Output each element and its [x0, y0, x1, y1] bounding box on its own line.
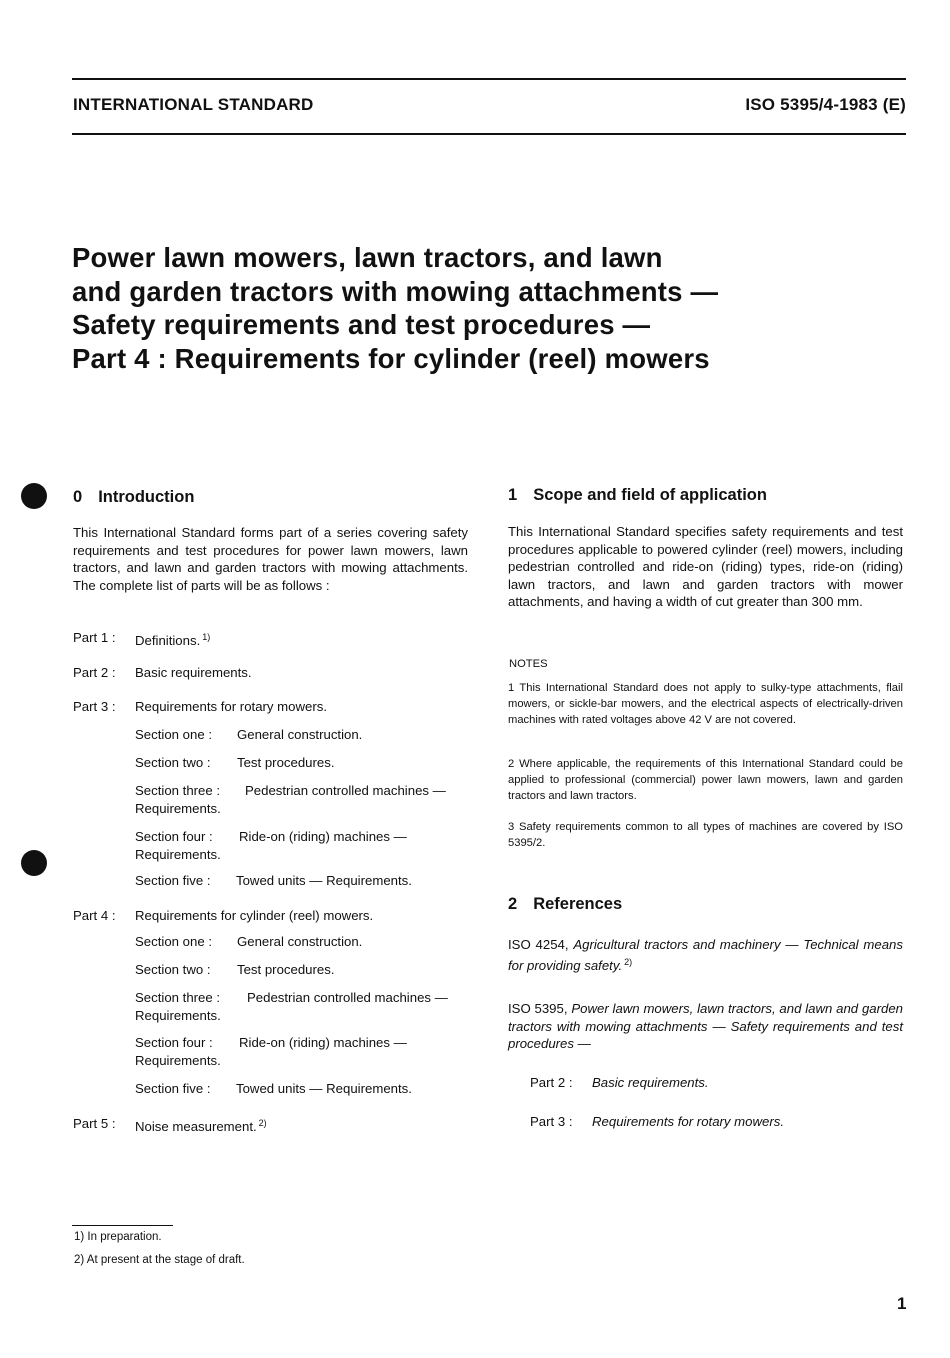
part-text: Basic requirements. — [135, 665, 252, 680]
part-text: Definitions. $^{1)}$ — [135, 632, 211, 648]
title-line: and garden tractors with mowing attachments — — [72, 275, 719, 307]
document-number: ISO 5395/4-1983 (E) — [745, 95, 906, 114]
document-type: INTERNATIONAL STANDARD — [73, 95, 314, 114]
section-label: Section two : — [135, 755, 211, 770]
notes-label: NOTES — [509, 658, 548, 670]
section-text: Ride-on (riding) machines — — [239, 1035, 407, 1050]
punch-hole-dot — [21, 483, 47, 509]
references-heading — [508, 895, 622, 914]
section-label: Section one : — [135, 934, 212, 949]
part-text: Noise measurement. $^{2)}$ — [135, 1118, 267, 1134]
reference-code: ISO 5395, — [508, 1001, 568, 1016]
section-text-continued: Requirements. — [135, 1008, 221, 1023]
note: 3 Safety requirements common to all types of machines are covered by ISO 5395/2. — [508, 821, 903, 850]
reference-part-text: Requirements for rotary mowers. — [592, 1114, 785, 1129]
section-label: Section four : — [135, 1035, 213, 1050]
section-title: References — [533, 895, 623, 913]
reference-title: Agricultural tractors and machinery — Technical means for providing safety. — [508, 937, 903, 973]
part-label: Part 2 : — [73, 665, 116, 680]
note: 1 This International Standard does not apply to sulky-type attachments, flail mowers, or sickle-bar mowers, and the electrical aspects of electrically-driven machines with rated voltages above 42 V are not covered. — [508, 682, 903, 727]
section-text: Towed units — Requirements. — [236, 873, 412, 888]
title-line: Safety requirements and test procedures — — [72, 309, 651, 340]
part-label: Part 3 : — [73, 699, 116, 714]
footnote-ref: 1) — [202, 632, 211, 642]
section-label: Section five : — [135, 873, 211, 888]
scope-heading — [508, 486, 767, 505]
part-label: Part 1 : — [73, 630, 116, 645]
section-label: Section one : — [135, 727, 212, 742]
part-label: Part 5 : — [73, 1116, 116, 1131]
scope-paragraph: This International Standard specifies safety requirements and test procedures applicable to powered cylinder (reel) mowers, including pedestrian controlled and ride-on (riding) types, ride-on (riding) lawn tractors, and lawn and garden tractors with mower attachments, and having a width of cut greater than 300 mm. — [508, 524, 903, 609]
footnote-rule — [72, 1225, 173, 1226]
section-text: General construction. — [237, 934, 363, 949]
reference-entry — [508, 1000, 903, 1053]
note: 2 Where applicable, the requirements of this International Standard could be applied to professional (commercial) power lawn mowers, lawn and garden tractors and lawn tractors. — [508, 758, 903, 803]
header-bottom-rule — [72, 133, 906, 135]
section-text-continued: Requirements. — [135, 847, 221, 862]
section-label: Section two : — [135, 962, 211, 977]
footnote-ref: 2) — [624, 956, 633, 967]
page-title — [72, 241, 892, 375]
section-text: Test procedures. — [237, 755, 335, 770]
introduction-paragraph: This International Standard forms part of a series covering safety requirements and test procedures for power lawn mowers, lawn tractors, and lawn and garden tractors with mowing attachments. The complete list of parts will be as follows : — [73, 525, 468, 593]
section-number: 2 — [508, 895, 518, 913]
section-label: Section five : — [135, 1081, 211, 1096]
section-label: Section three : — [135, 990, 221, 1005]
title-line: Part 4 : Requirements for cylinder (reel) mowers — [72, 342, 710, 374]
part-text: Requirements for rotary mowers. — [135, 699, 328, 714]
section-number: 1 — [508, 486, 518, 504]
reference-entry — [508, 936, 903, 974]
reference-part-text: Basic requirements. — [592, 1075, 709, 1090]
section-title: Introduction — [98, 488, 195, 506]
reference-part-label: Part 2 : — [530, 1075, 573, 1090]
section-text: Ride-on (riding) machines — — [239, 829, 407, 844]
title-line: Power lawn mowers, lawn tractors, and lawn — [72, 242, 663, 273]
footnote: 1) In preparation. — [74, 1231, 162, 1243]
section-label: Section four : — [135, 829, 213, 844]
section-text: Test procedures. — [237, 962, 335, 977]
section-text: General construction. — [237, 727, 363, 742]
section-text: Towed units — Requirements. — [236, 1081, 412, 1096]
section-label: Section three : — [135, 783, 221, 798]
part-text: Requirements for cylinder (reel) mowers. — [135, 908, 374, 923]
section-text-continued: Requirements. — [135, 801, 221, 816]
section-text: Pedestrian controlled machines — — [245, 783, 446, 798]
introduction-heading — [73, 488, 194, 507]
section-text-continued: Requirements. — [135, 1053, 221, 1068]
reference-code: ISO 4254, — [508, 937, 569, 952]
section-title: Scope and field of application — [533, 486, 767, 504]
part-label: Part 4 : — [73, 908, 116, 923]
reference-title: Power lawn mowers, lawn tractors, and lawn and garden tractors with mowing attachments — Safety requirements and test procedures — — [508, 1001, 904, 1051]
footnote: 2) At present at the stage of draft. — [74, 1254, 245, 1266]
page-number: 1 — [897, 1294, 907, 1313]
punch-hole-dot — [21, 850, 47, 876]
section-number: 0 — [73, 488, 83, 506]
reference-part-label: Part 3 : — [530, 1114, 573, 1129]
header-top-rule — [72, 78, 906, 80]
footnote-ref: 2) — [258, 1118, 267, 1128]
section-text: Pedestrian controlled machines — — [247, 990, 448, 1005]
